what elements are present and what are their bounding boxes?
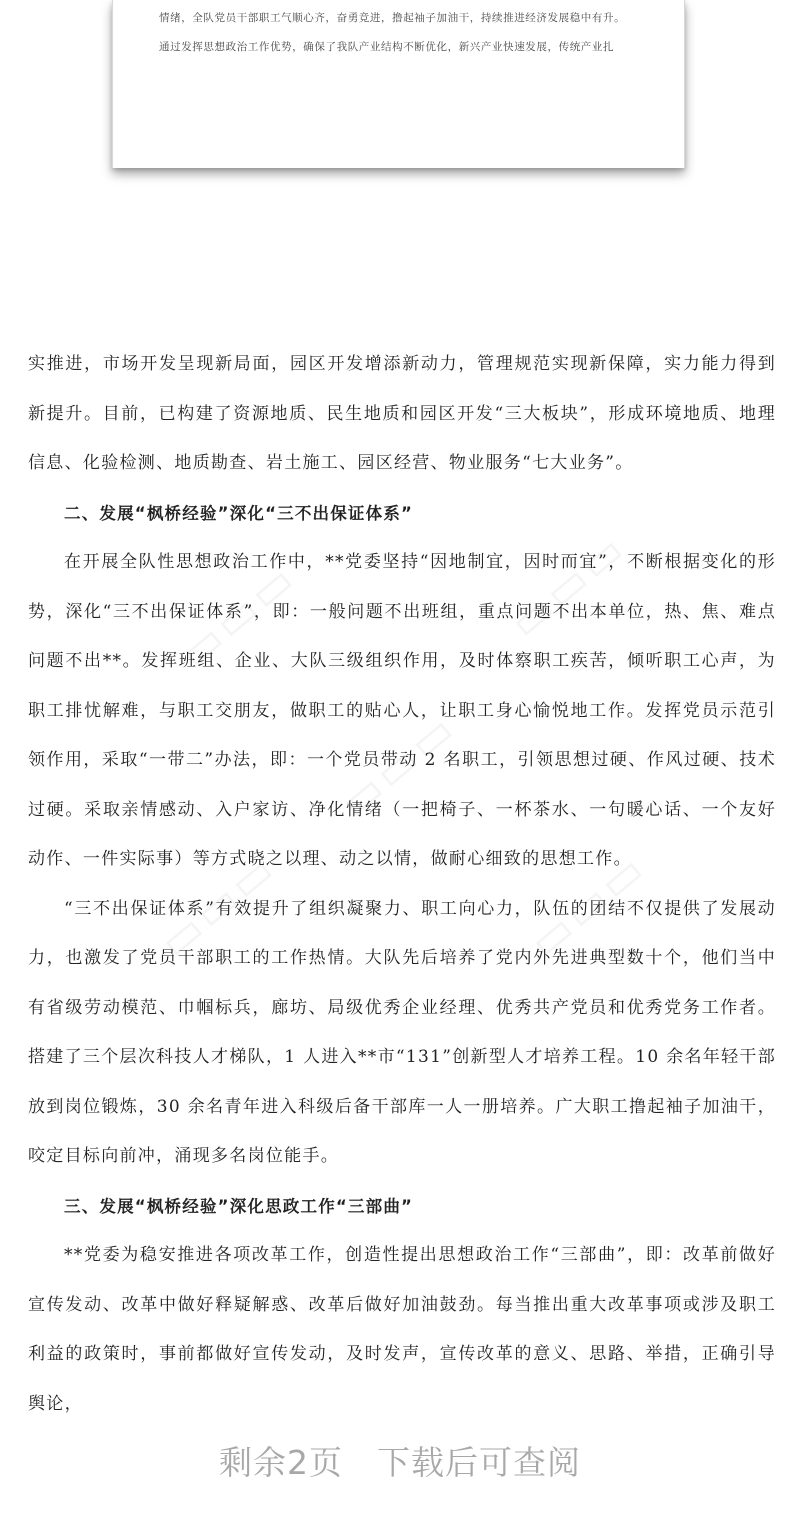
- preview-page-card: [112, 0, 685, 168]
- paragraph: “三不出保证体系”有效提升了组织凝聚力、职工向心力，队伍的团结不仅提供了发展动力，也激发了党员干部职工的工作热情。大队先后培养了党内外先进典型数十个，他们当中有省级劳动模范、巾帼标兵，廊坊、局级优秀企业经理、优秀共产党员和优秀党务工作者。搭建了三个层次科技人才梯队，1 人进入**市“131”创新型人才培养工程。10 余名年轻干部放到岗位锻炼，30 余名青年进入科级后备干部库一人一册培养。广大职工撸起袖子加油干，咬定目标向前冲，涌现多名岗位能手。: [28, 898, 776, 1166]
- document-body: [28, 340, 776, 1429]
- download-to-view-label[interactable]: 下载后可查阅: [377, 1443, 581, 1482]
- download-prompt[interactable]: [0, 1437, 800, 1484]
- watermark-icon: ▭▭▭: [499, 522, 638, 649]
- watermark-icon: ▭▭▭: [519, 842, 658, 969]
- section-heading: 三、发展“枫桥经验”深化思政工作“三部曲”: [64, 1196, 414, 1216]
- preview-text-line: 通过发挥思想政治工作优势，确保了我队产业结构不断优化，新兴产业快速发展，传统产业扎: [159, 41, 615, 53]
- paragraph: **党委为稳安推进各项改革工作，创造性提出思想政治工作“三部曲”，即：改革前做好宣传发动、改革中做好释疑解惑、改革后做好加油鼓劲。每当推出重大改革事项或涉及职工利益的政策时，事前都做好宣传发动，及时发声，宣传改革的意义、思路、举措，正确引导舆论，: [28, 1245, 776, 1414]
- watermark-icon: ▭▭▭: [149, 842, 288, 969]
- preview-text-line: 情绪，全队党员干部职工气顺心齐，奋勇竞进，撸起袖子加油干，持续推进经济发展稳中有升。: [159, 12, 626, 24]
- paragraph: 实推进，市场开发呈现新局面，园区开发增添新动力，管理规范实现新保障，实力能力得到新提升。目前，已构建了资源地质、民生地质和园区开发“三大板块”，形成环境地质、地理信息、化验检测、地质勘查、岩土施工、园区经营、物业服务“七大业务”。: [28, 354, 776, 473]
- watermark-icon: ▭▭▭: [329, 702, 468, 829]
- paragraph: 在开展全队性思想政治工作中，**党委坚持“因地制宜，因时而宜”，不断根据变化的形势，深化“三不出保证体系”，即：一般问题不出班组，重点问题不出本单位，热、焦、难点问题不出**。发挥班组、企业、大队三级组织作用，及时体察职工疾苦，倾听职工心声，为职工排忧解难，与职工交朋友，做职工的贴心人，让职工身心愉悦地工作。发挥党员示范引领作用，采取“一带二”办法，即：一个党员带动 2 名职工，引领思想过硬、作风过硬、技术过硬。采取亲情感动、入户家访、净化情绪（一把椅子、一杯茶水、一句暖心话、一个友好动作、一件实际事）等方式晓之以理、动之以情，做耐心细致的思想工作。: [28, 552, 776, 869]
- section-heading: 二、发展“枫桥经验”深化“三不出保证体系”: [64, 503, 414, 523]
- watermark-icon: ▭▭▭: [169, 552, 308, 679]
- remaining-pages-label: 剩余2页: [219, 1443, 343, 1482]
